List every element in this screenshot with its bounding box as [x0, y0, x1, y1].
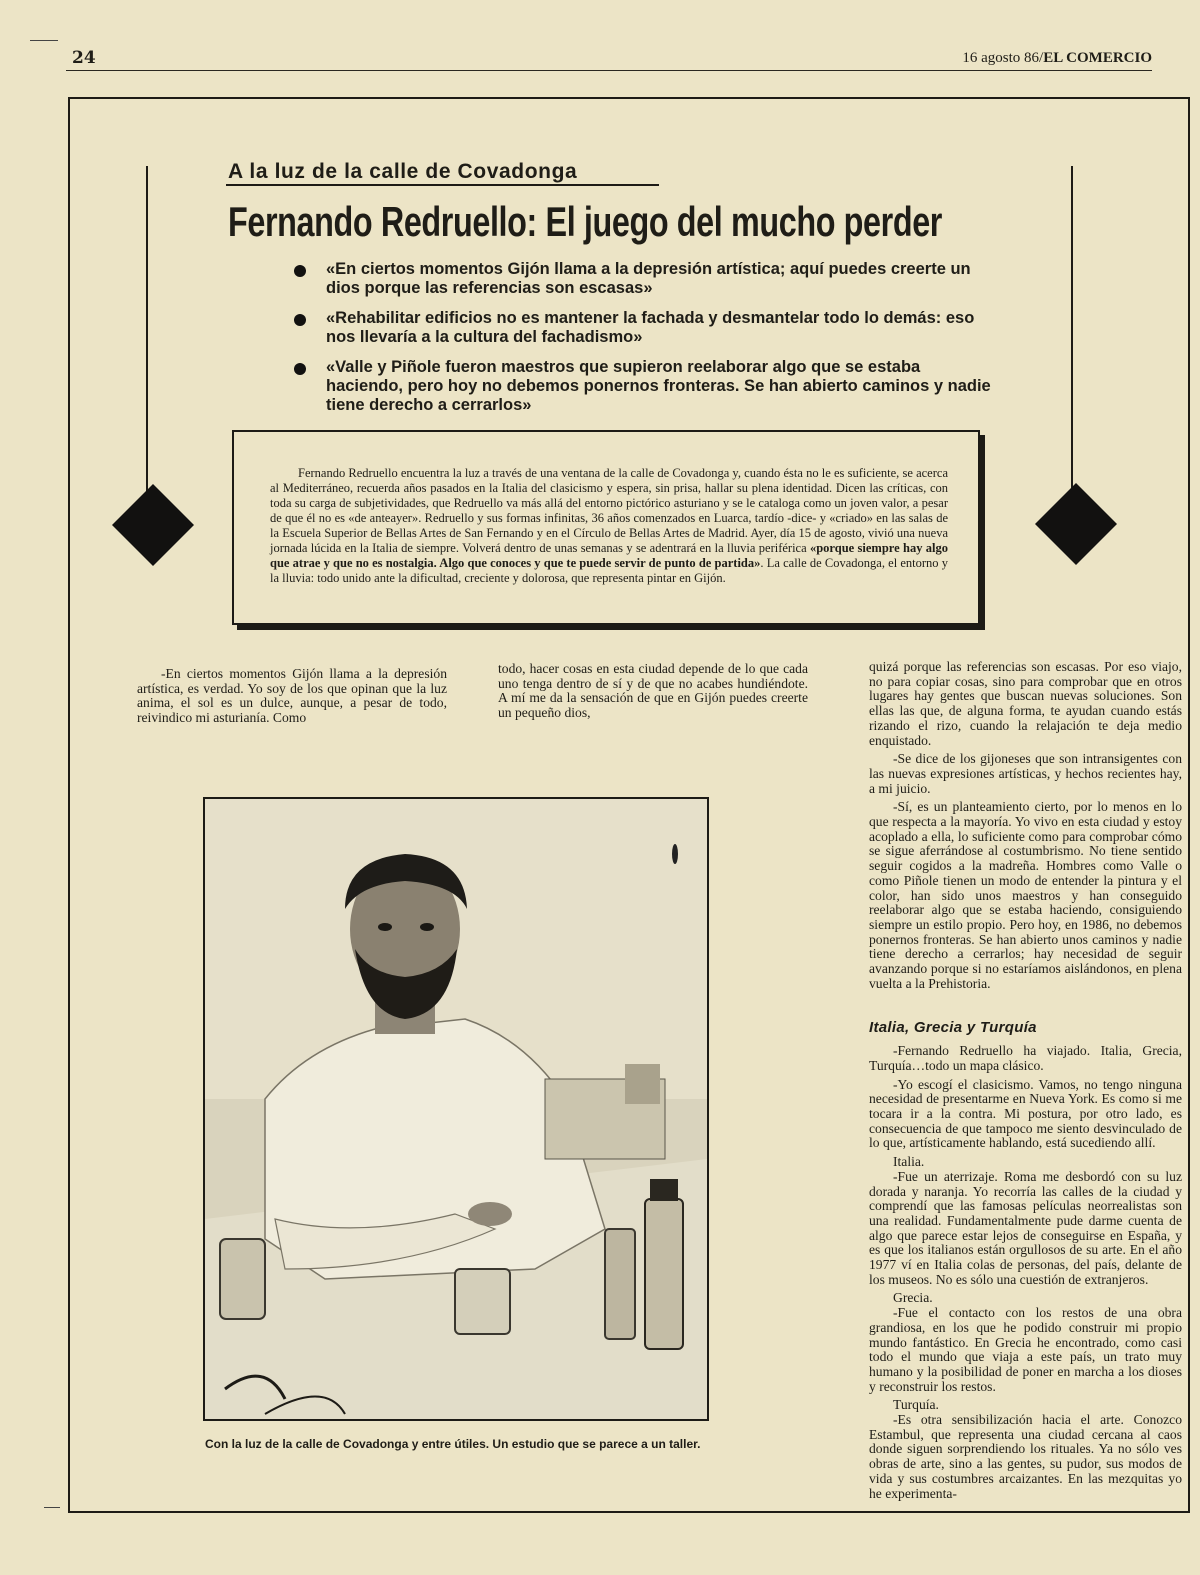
kicker-rule — [226, 184, 659, 186]
date-text: 16 agosto 86/ — [962, 50, 1044, 66]
intro-box — [232, 430, 980, 625]
body-paragraph: -Fue el contacto con los restos de una obra grandiosa, en los que he podido construir mi propio mundo fantástico. En Grecia he encontrado, como casi todo el mundo que viaja a este país, un trato muy humano y la posibilidad de poner en marcha a los dioses y reconstruir los restos. — [869, 1305, 1182, 1394]
pull-quotes — [294, 260, 994, 426]
pendant-line-right — [1071, 166, 1073, 506]
margin-mark — [44, 1507, 60, 1508]
text-column-2 — [498, 662, 808, 725]
body-paragraph: -Yo escogí el clasicismo. Vamos, no tengo ninguna necesidad de presentarme en Nueva York. Es como si me tocara ir a la contra. Mi postura, por otro lado, es consecuencia de que tampoco me siento desvinculado de lo que, artísticamente hablando, está sucediendo allí. — [869, 1076, 1182, 1151]
photo-caption: Con la luz de la calle de Covadonga y entre útiles. Un estudio que se parece a un taller. — [205, 1437, 701, 1451]
body-paragraph: quizá porque las referencias son escasas. Por eso viajo, no para copiar cosas, sino para comprobar que en otros lugares hay gentes que buscan nuevas soluciones. Son ellas las que, de alguna forma, te ayudan cuando estás rizando el rizo, cuando la relajación te deja medio enquistado. — [869, 659, 1182, 748]
header-rule — [66, 70, 1152, 71]
pull-quote — [294, 358, 994, 415]
body-paragraph: -Fue un aterrizaje. Roma me desbordó con su luz dorada y naranja. Yo recorría las calles de la ciudad y comprendí que las famosas películas neorrealistas son una realidad. Fundamentalmente pude darme cuenta de algo que parece estar lejos de conseguirse en España, y es que los italianos están orgullosos de su arte. En el año 1977 ví en Italia colas de personas, del país, delante de los museos. No es sólo una cuestión de extranjeros. — [869, 1168, 1182, 1287]
text-column-1 — [137, 667, 447, 730]
pendant-line-left — [146, 166, 148, 511]
text-column-3 — [869, 660, 1182, 1505]
pull-quote-text: «Rehabilitar edificios no es mantener la fachada y desmantelar todo lo demás: eso nos llevaría a la cultura del fachadismo» — [326, 309, 975, 346]
pull-quote — [294, 309, 994, 347]
paper-name: EL COMERCIO — [1043, 50, 1152, 66]
pull-quote-text: «En ciertos momentos Gijón llama a la depresión artística; aquí puedes creerte un dios porque las referencias son escasas» — [326, 260, 971, 297]
bullet-dot-icon — [294, 363, 306, 375]
section-subhead: Italia, Grecia y Turquía — [869, 1019, 1037, 1037]
body-paragraph: Grecia. — [893, 1290, 933, 1306]
margin-mark — [30, 40, 58, 41]
page-number: 24 — [72, 48, 96, 68]
body-paragraph: Italia. — [893, 1154, 925, 1170]
body-paragraph: -Sí, es un planteamiento cierto, por lo menos en lo que respecta a la mayoría. Yo vivo en esta ciudad y estoy acoplado a ella, lo suficiente como para comprobar cómo se sigue aferrándose al costumbrismo. No tiene sentido seguir cogidos a la madreña. Hombres como Valle o como Piñole tienen un modo de entender la pintura y el color, han sido unos maestros y han conseguido reelaborar algo que se estaba haciendo, consiguiendo siempre un estilo propio. Pero hoy, en 1986, no debemos ponernos fronteras. Se han abierto unos caminos y nadie tiene derecho a cerrarlos; hay necesidad de seguir avanzando porque si no estaríamos aislándonos, en plena vuelta a la Prehistoria. — [869, 799, 1182, 991]
body-paragraph: -Fernando Redruello ha viajado. Italia, Grecia, Turquía…todo un mapa clásico. — [869, 1043, 1182, 1073]
intro-text: Fernando Redruello encuentra la luz a través de una ventana de la calle de Covadonga y, cuando ésta no le es suficiente, se acerca al Mediterráneo, recuerda años pasados en la Italia del clasicismo y espera, sin prisa, hallar su plena identidad. Dicen las críticas, con toda su carga de subjetividades, que Redruello va más allá del entorno pictórico asturiano y se le cataloga como un joven valor, a pesar de que él no es «de anteayer». Redruello y sus formas infinitas, 36 años comenzados en Luarca, tardío -dice- y «criado» en las salas de la Escuela Superior de Bellas Artes de San Fernando y en el Círculo de Bellas Artes de Madrid. Ayer, día 15 de agosto, vivió una nueva jornada lúcida en la Italia de siempre. Volverá dentro de unas semanas y se adentrará en la lluvia periférica — [270, 466, 948, 555]
body-paragraph: -Es otra sensibilización hacia el arte. Conozco Estambul, que representa una ciudad cercana al caos donde siguen sorprendiendo los rituales. Ya no sólo ves obras de arte, sino a las gentes, su pudor, sus modos de vida y sus costumbres arcaizantes. En las mezquitas yo he experimenta- — [869, 1412, 1182, 1501]
body-paragraph: -En ciertos momentos Gijón llama a la depresión artística, es verdad. Yo soy de los que opinan que la luz anima, el sol es un dulce, aunque, a pesar de todo, reivindico mi asturianía. Como — [137, 666, 447, 726]
issue-date — [962, 50, 1152, 67]
intro-paragraph — [270, 466, 948, 586]
artist-photo — [203, 797, 709, 1421]
pull-quote — [294, 260, 994, 298]
bullet-dot-icon — [294, 265, 306, 277]
intro-quote: «porque siempre hay algo que atrae y que no es nostalgia. Algo que conoces y que te puede servir de punto de partida» — [270, 541, 948, 570]
photo-illustration — [205, 799, 707, 1419]
article-headline: Fernando Redruello: El juego del mucho perder — [228, 198, 943, 245]
body-paragraph: Turquía. — [893, 1397, 939, 1413]
pull-quote-text: «Valle y Piñole fueron maestros que supieron reelaborar algo que se estaba haciendo, pero hoy no debemos ponernos fronteras. Se han abierto caminos y nadie tiene derecho a cerrarlos» — [326, 358, 991, 414]
article-kicker: A la luz de la calle de Covadonga — [228, 160, 578, 183]
bullet-dot-icon — [294, 314, 306, 326]
body-paragraph: -Se dice de los gijoneses que son intransigentes con las nuevas expresiones artísticas, y hechos recientes hay, a mi juicio. — [869, 751, 1182, 796]
intro-text-end: . La calle de Covadonga, el entorno y la lluvia: todo unido ante la dificultad, creciente y dolorosa, que representa pintar en Gijón. — [270, 556, 949, 585]
body-paragraph: todo, hacer cosas en esta ciudad depende de lo que cada uno tenga dentro de sí y de que no acabes hundiéndote. A mí me da la sensación de que en Gijón puedes creerte un pequeño dios, — [498, 661, 808, 721]
